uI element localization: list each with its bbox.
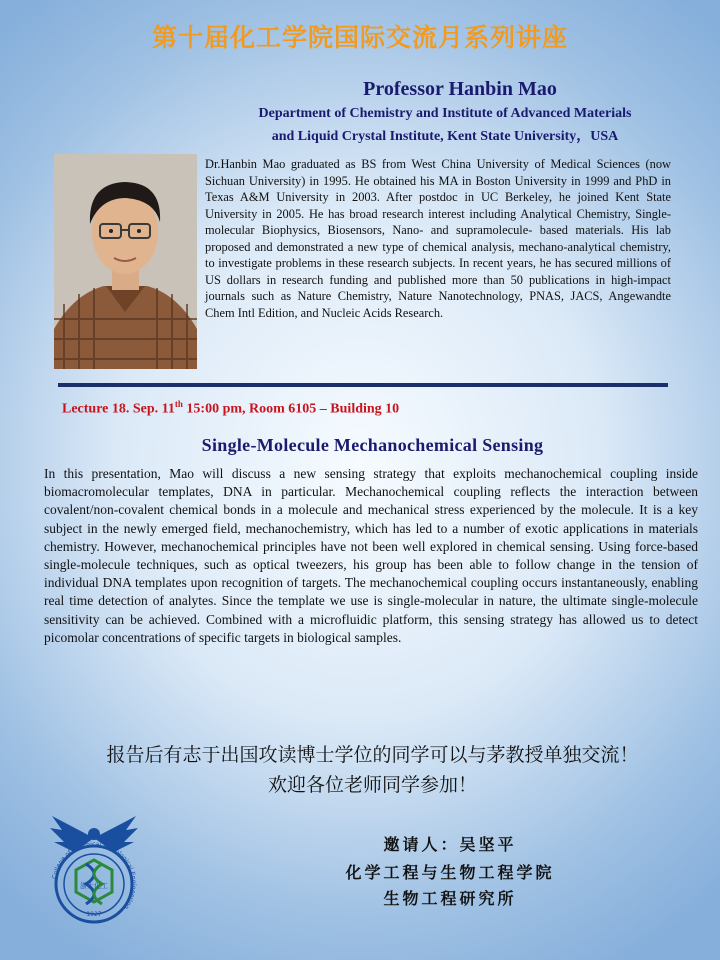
lecture-info-ordinal: th <box>174 399 183 409</box>
logo-ring-text: College of Chemical & Biological Engineering <box>51 840 138 911</box>
section-divider <box>58 383 668 387</box>
notice-line1: 报告后有志于出国攻读博士学位的同学可以与茅教授单独交流！ <box>106 744 639 766</box>
college-emblem-icon <box>44 808 144 932</box>
logo-center-text: 浙大化工 <box>80 882 108 890</box>
speaker-name: Professor Hanbin Mao <box>363 78 557 100</box>
host-inviter: 邀请人：吴坚平 <box>383 835 517 854</box>
talk-abstract: In this presentation, Mao will discuss a new sensing strategy that exploits mechanochemical coupling inside biomacromolecular templates, DNA in particular. Mechanochemical coupling reflects the interaction between covalent/non-covalent chemical bonds in a molecule and mechanical stress experienced by the molecule. It is a key subject in the newly emerged field, mechanochemistry, which has led to a number of exotic applications in materials chemistry. However, mechanochemical principles have not been well explored in chemical sensing. Using force-based single-molecule techniques, such as optical tweezers, his group has been able to follow change in the tension of individual DNA templates upon recognition of targets. The mechanochemical coupling occurs instantaneously, enabling real time detection of analytes. Since the template we use is single-molecular in nature, the ultimate single-molecule sensitivity can be achieved. Combined with a microfluidic platform, this sensing strategy has allowed us to detect picomolar concentrations of specific targets in biological samples. <box>44 466 698 645</box>
notice-line2: 欢迎各位老师同学参加！ <box>267 774 477 796</box>
lecture-info-date: Lecture 18. Sep. 11 <box>62 401 175 417</box>
college-logo <box>44 808 144 932</box>
host-college: 化学工程与生物工程学院 <box>345 863 555 882</box>
lecture-info-time-room: 15:00 pm, Room 6105 – Building 10 <box>182 401 400 417</box>
speaker-photo <box>54 154 197 369</box>
logo-year: 1927 <box>86 911 102 918</box>
host-institute: 生物工程研究所 <box>383 889 517 908</box>
speaker-portrait-icon <box>54 154 197 369</box>
speaker-affiliation-line2: and Liquid Crystal Institute, Kent State University，USA <box>271 129 619 144</box>
talk-title: Single-Molecule Mechanochemical Sensing <box>201 435 544 455</box>
speaker-bio: Dr.Hanbin Mao graduated as BS from West China University of Medical Sciences (now Sichuan University) in 1995. He obtained his MA in Boston University in 1999 and PhD in Texas A&M University in 2003. After postdoc in UC Berkeley, he joined Kent State University in 2005. He has broad research interest including Analytical Chemistry, Single-molecular Biophysics, Biosensors, Nano- and supramolecule- based materials. His lab proposed and demonstrated a new type of chemical analysis, mechano-analytical chemistry, to investigate problems in these research subjects. In recent years, he has secured millions of US dollars in research funding and published more than 50 publications in high-impact journals such as Nature Chemistry, Nature Nanotechnology, PNAS, JACS, Angewandte Chem Intl Edition, and Nucleic Acids Research. <box>205 157 671 320</box>
lecture-info <box>62 399 399 418</box>
speaker-affiliation-line1: Department of Chemistry and Institute of Advanced Materials <box>258 106 632 121</box>
series-title: 第十届化工学院国际交流月系列讲座 <box>151 23 568 52</box>
